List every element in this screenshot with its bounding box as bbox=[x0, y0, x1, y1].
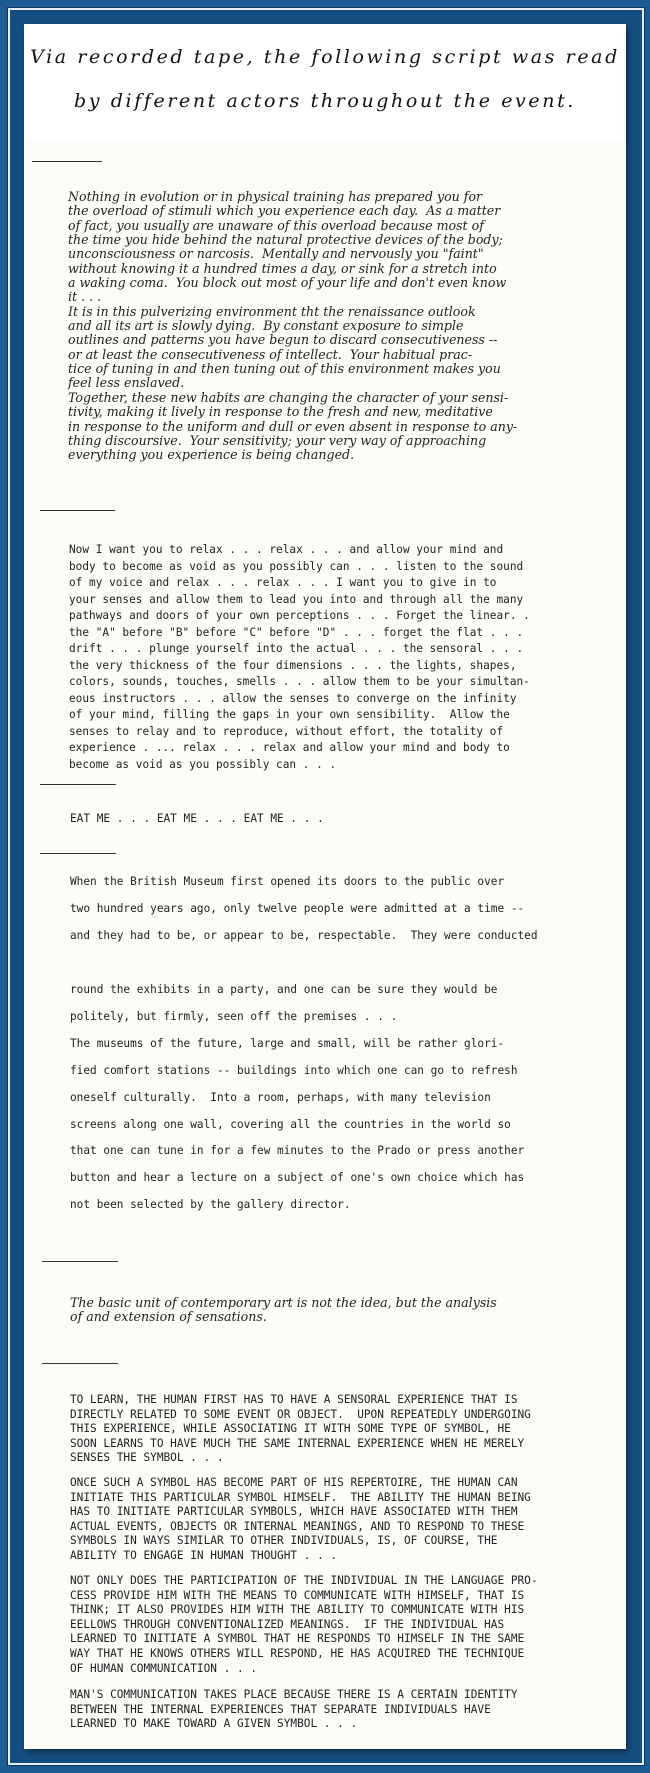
script-section-learn-2: ONCE SUCH A SYMBOL HAS BECOME PART OF HIS REPERTOIRE, THE HUMAN CAN INITIATE THIS PARTICULAR SYMBOL HIMSELF. THE ABILITY THE HUMAN BEING HAS TO INITIATE PARTICULAR SYMBOLS, WHICH HAVE ASSOCIATED WITH THEM ACTUAL EVENTS, OBJECTS OR INTERNAL MEANINGS, AND TO RESPOND TO THESE SYMBOLS IN WAYS SIMILAR TO OTHER INDIVIDUALS, IS, OF COURSE, THE ABILITY TO ENGAGE IN HUMAN THOUGHT . . . bbox=[70, 1476, 531, 1562]
script-section-relax: Now I want you to relax . . . relax . . . and allow your mind and body to become as void as you possibly can . . . listen to the sound of my voice and relax . . . relax . . . I want you to give in to your senses and allow them to lead you into and through all the many pathways and doors of your own perceptions . . . Forget the linear. . the "A" before "B" before "C" before "D" . . . forget the flat . . . drift . . . plunge yourself into the actual . . . the sensoral . . . the very thickness of the four dimensions . . . the lights, shapes, colors, sounds, touches, smells . . . allow them to be your simultan- eous instructors . . . allow the senses to converge on the infinity of your mind, filling the gaps in your own sensibility. Allow the senses to relay and to reproduce, without effort, the totality of experience . ... relax . . . relax and allow your mind and body to become as void as you possibly can . . . bbox=[69, 543, 530, 771]
script-section-learn-3: NOT ONLY DOES THE PARTICIPATION OF THE INDIVIDUAL IN THE LANGUAGE PRO- CESS PROVIDE HIM WITH THE MEANS TO COMMUNICATE WITH HIMSELF, THAT IS THINK; IT ALSO PROVIDES HIM WITH THE ABILITY TO COMMUNICATE WITH HIS EELLOWS THROUGH CONVENTIONALIZED MEANINGS. IF THE INDIVIDUAL HAS LEARNED TO INITIATE A SYMBOL THAT HE RESPONDS TO HIMSELF IN THE SAME WAY THAT HE KNOWS OTHERS WILL RESPOND, HE HAS ACQUIRED THE TECHNIQUE OF HUMAN COMMUNICATION . . . bbox=[70, 1574, 538, 1675]
section-divider bbox=[42, 1261, 118, 1262]
header-line-2: by different actors throughout the event. bbox=[74, 90, 576, 112]
section-divider bbox=[40, 853, 116, 854]
script-section-museum-part-2: round the exhibits in a party, and one can be sure they would be politely, but firmly, seen off the premises . . . The museums of the future, large and small, will be rather glori- fied comfort stations -- buildings into which one can go to refresh oneself culturally. Into a room, perhaps, with many television screens along one wall, covering all the countries in the world so that one can tune in for a few minutes to the Prado or press another button and hear a lecture on a subject of one's own choice which has not been selected by the gallery director. bbox=[70, 983, 525, 1212]
script-section-basic-unit: The basic unit of contemporary art is not the idea, but the analysis of and extension of sensations. bbox=[70, 1295, 497, 1325]
header-line-1: Via recorded tape, the following script was read bbox=[30, 46, 620, 68]
script-section-learn-4: MAN'S COMMUNICATION TAKES PLACE BECAUSE THERE IS A CERTAIN IDENTITY BETWEEN THE INTERNAL EXPERIENCES THAT SEPARATE INDIVIDUALS HAVE LEARNED TO MAKE TOWARD A GIVEN SYMBOL . . . bbox=[70, 1688, 518, 1731]
section-divider bbox=[42, 1363, 118, 1364]
section-divider bbox=[40, 784, 116, 785]
script-section-learn-1: TO LEARN, THE HUMAN FIRST HAS TO HAVE A SENSORAL EXPERIENCE THAT IS DIRECTLY RELATED TO SOME EVENT OR OBJECT. UPON REPEATEDLY UNDERGOING THIS EXPERIENCE, WHILE ASSOCIATING IT WITH SOME TYPE OF SYMBOL, HE SOON LEARNS TO HAVE MUCH THE SAME INTERNAL EXPERIENCE WHEN HE MERELY SENSES THE SYMBOL . . . bbox=[70, 1393, 531, 1465]
section-divider bbox=[40, 510, 115, 511]
script-section-museum-part-1: When the British Museum first opened its doors to the public over two hundred years ago, only twelve people were admitted at a time -- and they had to be, or appear to be, respectable. They were conducted bbox=[70, 875, 538, 942]
document-page bbox=[24, 24, 626, 1749]
script-section-eat-me: EAT ME . . . EAT ME . . . EAT ME . . . bbox=[70, 812, 324, 825]
script-section-overload: Nothing in evolution or in physical training has prepared you for the overload of stimuli which you experience each day. As a matter of fact, you usually are unaware of this overload because most of the time you hide behind the natural protective devices of the body; unconsciousness or narcosis. Mentally and nervously you "faint" without knowing it a hundred times a day, or sink for a stretch into a waking coma. You block out most of your life and don't even know it . . . It is in this pulverizing environment tht the renaissance outlook and all its art is slowly dying. By constant exposure to simple outlines and patterns you have begun to discard consecutiveness -- or at least the consecutiveness of intellect. Your habitual prac- tice of tuning in and then tuning out of this environment makes you feel less enslaved. Together, these new habits are changing the character of your sensi- tivity, making it lively in response to the fresh and new, meditative in response to the uniform and dull or even absent in response to any- thing discoursive. Your sensitivity; your very way of approaching everything you experience is being changed. bbox=[68, 189, 518, 463]
section-divider bbox=[32, 161, 102, 162]
page-header bbox=[24, 24, 626, 142]
page-frame bbox=[8, 8, 644, 1765]
